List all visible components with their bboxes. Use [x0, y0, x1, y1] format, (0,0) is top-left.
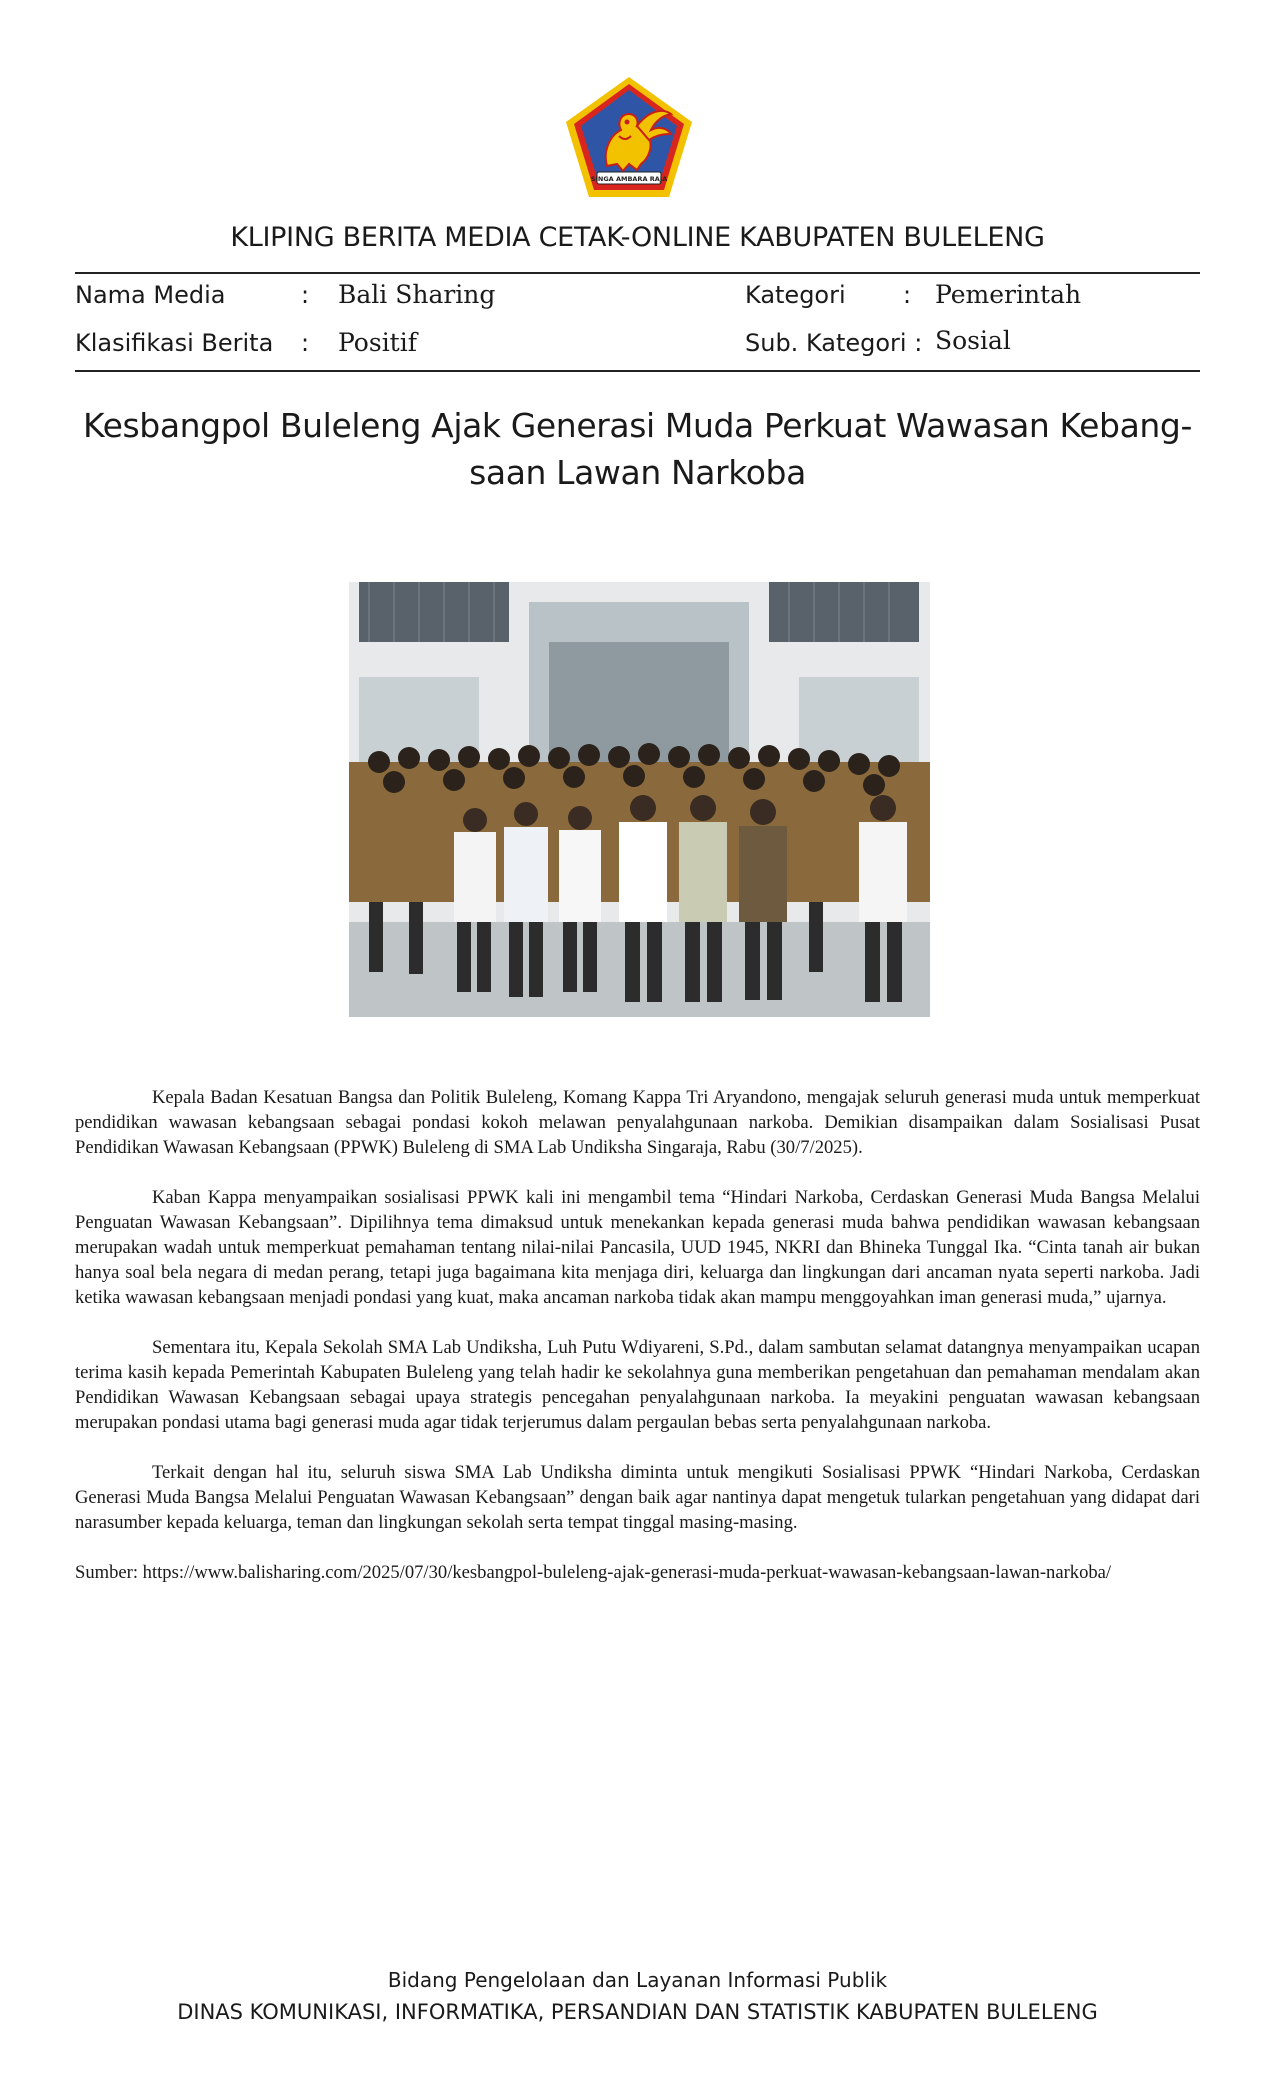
article-paragraph-2: Kaban Kappa menyampaikan sosialisasi PPWK kali ini mengambil tema “Hindari Narkoba, Cerdaskan Generasi Muda Bangsa Melalui Penguatan Wawasan Kebangsaan”. Dipilihnya tema dimaksud untuk menekankan kepada generasi muda bahwa pendidikan wawasan kebangsaan merupakan wadah untuk memperkuat pemahaman tentang nilai-nilai Pancasila, UUD 1945, NKRI dan Bhineka Tunggal Ika. “Cinta tanah air bukan hanya soal bela negara di medan perang, tetapi juga bagaimana kita menjaga diri, keluarga dan lingkungan dari ancaman nyata seperti narkoba. Jadi ketika wawasan kebangsaan menjadi pondasi yang kuat, maka ancaman narkoba tidak akan mampu menggoyahkan iman generasi muda,” ujarnya.	[75, 1187, 1200, 1308]
article-paragraph-1: Kepala Badan Kesatuan Bangsa dan Politik Buleleng, Komang Kappa Tri Aryandono, mengajak seluruh generasi muda untuk memperkuat pendidikan wawasan kebangsaan sebagai pondasi kokoh melawan penyalahgunaan narkoba. Demikian disampaikan dalam Sosialisasi Pusat Pendidikan Wawasan Kebangsaan (PPWK) Buleleng di SMA Lab Undiksha Singaraja, Rabu (30/7/2025).	[75, 1087, 1200, 1158]
singa-ambara-raja-emblem-icon	[563, 74, 695, 200]
subcategory-label: Sub. Kategori :	[745, 329, 923, 357]
article-body	[75, 1085, 1200, 1610]
article-paragraph-4: Terkait dengan hal itu, seluruh siswa SMA Lab Undiksha diminta untuk mengikuti Sosialisasi PPWK “Hindari Narkoba, Cerdaskan Generasi Muda Bangsa Melalui Penguatan Wawasan Kebangsaan” dengan baik agar nantinya dapat mengetuk tularkan pengetahuan yang didapat dari narasumber kepada keluarga, teman dan lingkungan sekolah serta tempat tinggal masing-masing.	[75, 1462, 1200, 1533]
group-photo-image	[349, 582, 930, 1017]
buleleng-emblem-logo	[563, 74, 695, 200]
category-colon: :	[903, 281, 912, 309]
article-source-link[interactable]: Sumber: https://www.balisharing.com/2025/07/30/kesbangpol-buleleng-ajak-generasi-muda-perkuat-wawasan-kebangsaan-lawan-narkoba/	[75, 1562, 1112, 1583]
article-paragraph-3: Sementara itu, Kepala Sekolah SMA Lab Undiksha, Luh Putu Wdiyareni, S.Pd., dalam sambutan selamat datangnya menyampaikan ucapan terima kasih kepada Pemerintah Kabupaten Buleleng yang telah hadir ke sekolahnya guna memberikan pengetahuan dan pemahaman mendalam akan Pendidikan Wawasan Kebangsaan sebagai upaya strategis pencegahan penyalahgunaan narkoba. Ia meyakini penguatan wawasan kebangsaan merupakan pondasi utama bagi generasi muda agar tidak terjerumus dalam pergaulan bebas serta penyalahgunaan narkoba.	[75, 1337, 1200, 1433]
media-name-colon: :	[301, 281, 310, 309]
logo-text: SINGA AMBARA RAJA	[590, 175, 668, 183]
header-divider-top	[75, 272, 1200, 274]
subcategory-value: Sosial	[935, 326, 1011, 355]
media-name-label: Nama Media	[75, 281, 226, 309]
document-title: KLIPING BERITA MEDIA CETAK-ONLINE KABUPATEN BULELENG	[230, 222, 1045, 253]
article-headline	[75, 402, 1200, 496]
media-name-value: Bali Sharing	[338, 280, 496, 309]
header-divider-bottom	[75, 370, 1200, 372]
article-photo	[349, 582, 930, 1017]
footer-division: Bidang Pengelolaan dan Layanan Informasi Publik	[387, 1968, 888, 1992]
headline-line-1: Kesbangpol Buleleng Ajak Generasi Muda Perkuat Wawasan Kebang-	[83, 406, 1192, 445]
footer-agency: DINAS KOMUNIKASI, INFORMATIKA, PERSANDIAN DAN STATISTIK KABUPATEN BULELENG	[177, 2000, 1098, 2024]
category-label: Kategori	[745, 281, 846, 309]
headline-line-2: saan Lawan Narkoba	[469, 453, 806, 492]
classification-colon: :	[301, 329, 310, 357]
classification-label: Klasifikasi Berita	[75, 329, 274, 357]
classification-value: Positif	[338, 328, 417, 357]
category-value: Pemerintah	[935, 280, 1082, 309]
